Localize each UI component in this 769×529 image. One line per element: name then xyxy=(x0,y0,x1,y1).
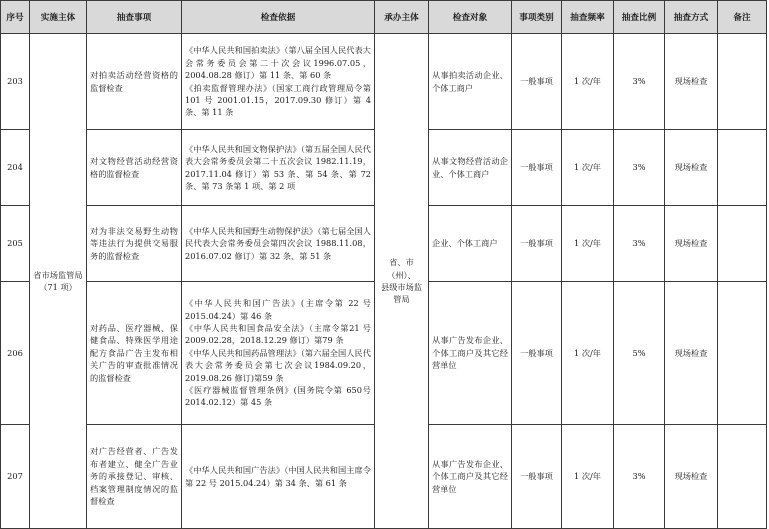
row-note xyxy=(718,130,767,206)
row-method: 现场检查 xyxy=(665,206,718,282)
row-basis-cell xyxy=(182,34,375,130)
row-basis: 《中华人民共和国文物保护法》（第五届全国人民代表大会常务委员会第二十五次会议 1982.11.19，2017.11.04 修订）第 53 条、第 54 条、第 72 条、第 73 条第 1 项、第 2 项 xyxy=(185,143,371,191)
undertaking-body: 省、市（州）、 县级市场监 管局 xyxy=(381,257,422,305)
row-basis-cell xyxy=(182,130,375,206)
row-note xyxy=(718,206,767,282)
row-category: 一般事项 xyxy=(512,425,562,529)
row-category: 一般事项 xyxy=(512,130,562,206)
row-matter: 对文物经营活动经营资格的监督检查 xyxy=(87,130,182,206)
implementing-body-cell xyxy=(30,34,87,529)
undertaking-body-cell xyxy=(375,34,429,529)
row-note xyxy=(718,34,767,130)
row-matter: 对药品、医疗器械、保健食品、特殊医学用途配方食品广告主发布相关广告的审查批准情况的监督检查 xyxy=(87,282,182,425)
header-no: 序号 xyxy=(1,1,30,34)
row-frequency: 1 次/年 xyxy=(562,130,614,206)
header-frequency: 抽查频率 xyxy=(562,1,614,34)
row-ratio: 5% xyxy=(614,282,665,425)
row-ratio: 3% xyxy=(614,206,665,282)
row-method: 现场检查 xyxy=(665,130,718,206)
row-matter: 对拍卖活动经营资格的监督检查 xyxy=(87,34,182,130)
header-ratio: 抽查比例 xyxy=(614,1,665,34)
row-basis: 《中华人民共和国野生动物保护法》（第七届全国人民代表大会常务委员会第四次会议 1988.11.08，2016.07.02 修订）第 32 条、第 51 条 xyxy=(185,225,371,261)
row-category: 一般事项 xyxy=(512,282,562,425)
row-target: 从事拍卖活动企业、个体工商户 xyxy=(429,34,512,130)
row-frequency: 1 次/年 xyxy=(562,34,614,130)
row-note xyxy=(718,282,767,425)
row-no: 203 xyxy=(1,34,30,130)
row-target: 从事广告发布企业、个体工商户及其它经营单位 xyxy=(429,282,512,425)
row-no: 207 xyxy=(1,425,30,529)
row-category: 一般事项 xyxy=(512,206,562,282)
row-matter: 对广告经营者、广告发布者建立、健全广告业务的承接登记、审核、档案管理制度情况的监督检查 xyxy=(87,425,182,529)
header-basis: 检查依据 xyxy=(182,1,375,34)
row-ratio: 3% xyxy=(614,425,665,529)
row-basis-cell xyxy=(182,425,375,529)
row-no: 206 xyxy=(1,282,30,425)
row-method: 现场检查 xyxy=(665,34,718,130)
row-basis-cell xyxy=(182,282,375,425)
header-method: 抽查方式 xyxy=(665,1,718,34)
row-ratio: 3% xyxy=(614,34,665,130)
header-category: 事项类别 xyxy=(512,1,562,34)
row-basis: 《中华人民共和国广告法》(主席令第 22 号2015.04.24）第 46 条 《中华人民共和国食品安全法》（主席令第21 号 2009.02.28，2018.12.29 修订）第79 条 《中华人民共和国药品管理法》（第六届全国人民代表大会常务委员会第七次会议1984.09.20，2019.08.26 修订)第59 条 《医疗器械监督管理条例》(国务院令第 650号 2014.02.12）第 45 条 xyxy=(185,298,371,408)
row-no: 205 xyxy=(1,206,30,282)
header-row xyxy=(1,1,767,34)
implementing-body: 省市场监管局 （71 项） xyxy=(33,269,83,292)
header-note: 备注 xyxy=(718,1,767,34)
row-no: 204 xyxy=(1,130,30,206)
header-undertaking-body: 承办主体 xyxy=(375,1,429,34)
row-target: 企业、个体工商户 xyxy=(429,206,512,282)
row-frequency: 1 次/年 xyxy=(562,206,614,282)
row-matter: 对为非法交易野生动物等违法行为提供交易服务的监督检查 xyxy=(87,206,182,282)
row-target: 从事广告发布企业、个体工商户及其它经营单位 xyxy=(429,425,512,529)
row-frequency: 1 次/年 xyxy=(562,282,614,425)
row-category: 一般事项 xyxy=(512,34,562,130)
header-implementing-body: 实施主体 xyxy=(30,1,87,34)
row-ratio: 3% xyxy=(614,130,665,206)
header-matter: 抽查事项 xyxy=(87,1,182,34)
header-target: 检查对象 xyxy=(429,1,512,34)
row-note xyxy=(718,425,767,529)
row-basis: 《中华人民共和国拍卖法》（第八届全国人民代表大会常务委员会第二十次会议1996.07.05，2004.08.28 修订）第 11 条、第 60 条 《拍卖监督管理办法》（国家工商行政管理局令第 101 号 2001.01.15，2017.09.30 修订）第 4 条、第 11 条 xyxy=(185,45,371,118)
row-basis-cell xyxy=(182,206,375,282)
row-method: 现场检查 xyxy=(665,282,718,425)
row-method: 现场检查 xyxy=(665,425,718,529)
row-target: 从事文物经营活动企业、个体工商户 xyxy=(429,130,512,206)
row-basis: 《中华人民共和国广告法》（中国人民共和国主席令第 22 号 2015.04.24）第 34 条、第 61 条 xyxy=(185,465,371,488)
table-row xyxy=(1,34,767,130)
row-frequency: 1 次/年 xyxy=(562,425,614,529)
